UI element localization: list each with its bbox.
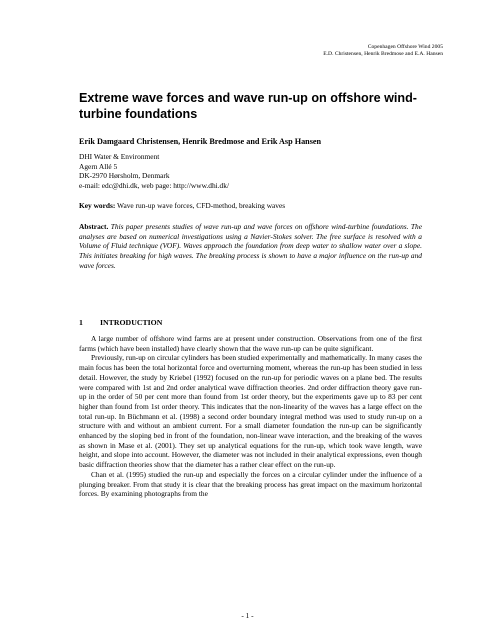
affiliation-block <box>79 152 229 190</box>
affiliation-contact: e-mail: edc@dhi.dk, web page: http://www.dhi.dk/ <box>79 180 230 190</box>
paragraph: A large number of offshore wind farms are at present under construction. Observations from one of the first farms (which have been installed) have clearly shown that the wave run-up can be quite significant. <box>79 334 422 353</box>
affiliation-org: DHI Water & Environment <box>79 152 160 161</box>
abstract-label: Abstract. <box>79 222 109 231</box>
body-text <box>79 334 422 499</box>
section-number: 1 <box>79 318 83 327</box>
header-authors: E.D. Christensen, Henrik Bredmose and E.A. Hansen <box>323 51 443 57</box>
abstract <box>79 222 422 271</box>
paragraph: Previously, run-up on circular cylinders has been studied experimentally and mathematically. In many cases the main focus has been the total horizontal force and overturning moment, whereas the run-up has been studied in less detail. However, the study by Kriebel (1992) focused on the run-up for periodic waves on a plane bed. The results were compared with 1st and 2nd order analytical wave diffraction theories. 2nd order diffraction theory gave run-up in the order of 50 per cent more than found from 1st order theory, but the experiments gave up to 83 per cent higher than found from 1st order theory. This indicates that the non-linearity of the waves has a large effect on the total run-up. In Büchmann et al. (1998) a second order boundary integral method was used to study run-up on a structure with and without an ambient current. For a small diameter foundation the run-up can be significantly enhanced by the sloping bed in front of the foundation, non-linear wave interaction, and the breaking of the waves as shown in Mase et al. (2001). They set up analytical equations for the run-up, which took wave length, wave height, and slope into account. However, the diameter was not included in their analytical expressions, even though basic diffraction theories show that the diameter has a rather clear effect on the run-up. <box>79 353 422 470</box>
section-heading <box>79 318 162 327</box>
paragraph: Chan et al. (1995) studied the run-up and especially the forces on a circular cylinder under the influence of a plunging breaker. From that study it is clear that the breaking process has great impact on the maximum horizontal forces. By examining photographs from the <box>79 469 422 499</box>
affiliation-city: DK-2970 Hørsholm, Denmark <box>79 171 170 181</box>
keywords-text: Wave run-up wave forces, CFD-method, breaking waves <box>115 201 286 210</box>
running-header <box>323 44 443 58</box>
section-title: INTRODUCTION <box>100 318 163 327</box>
keywords-label: Key words: <box>79 201 116 210</box>
header-conference: Copenhagen Offshore Wind 2005 <box>367 44 443 50</box>
author-list: Erik Damgaard Christensen, Henrik Bredmose and Erik Asp Hansen <box>79 137 322 146</box>
page-number: - 1 - <box>241 611 254 620</box>
paper-title: Extreme wave forces and wave run-up on offshore wind-turbine foundations <box>79 91 418 121</box>
affiliation-street: Agern Allé 5 <box>79 161 118 171</box>
abstract-text: This paper presents studies of wave run-up and wave forces on offshore wind-turbine foundations. The analyses are based on numerical investigations using a Navier-Stokes solver. The free surface is resolved with a Volume of Fluid technique (VOF). Waves approach the foundation from deep water to shallow water over a slope. This initiates breaking for high waves. The breaking process is shown to have a major influence on the run-up and wave forces. <box>79 222 422 270</box>
keywords-line <box>79 201 285 210</box>
